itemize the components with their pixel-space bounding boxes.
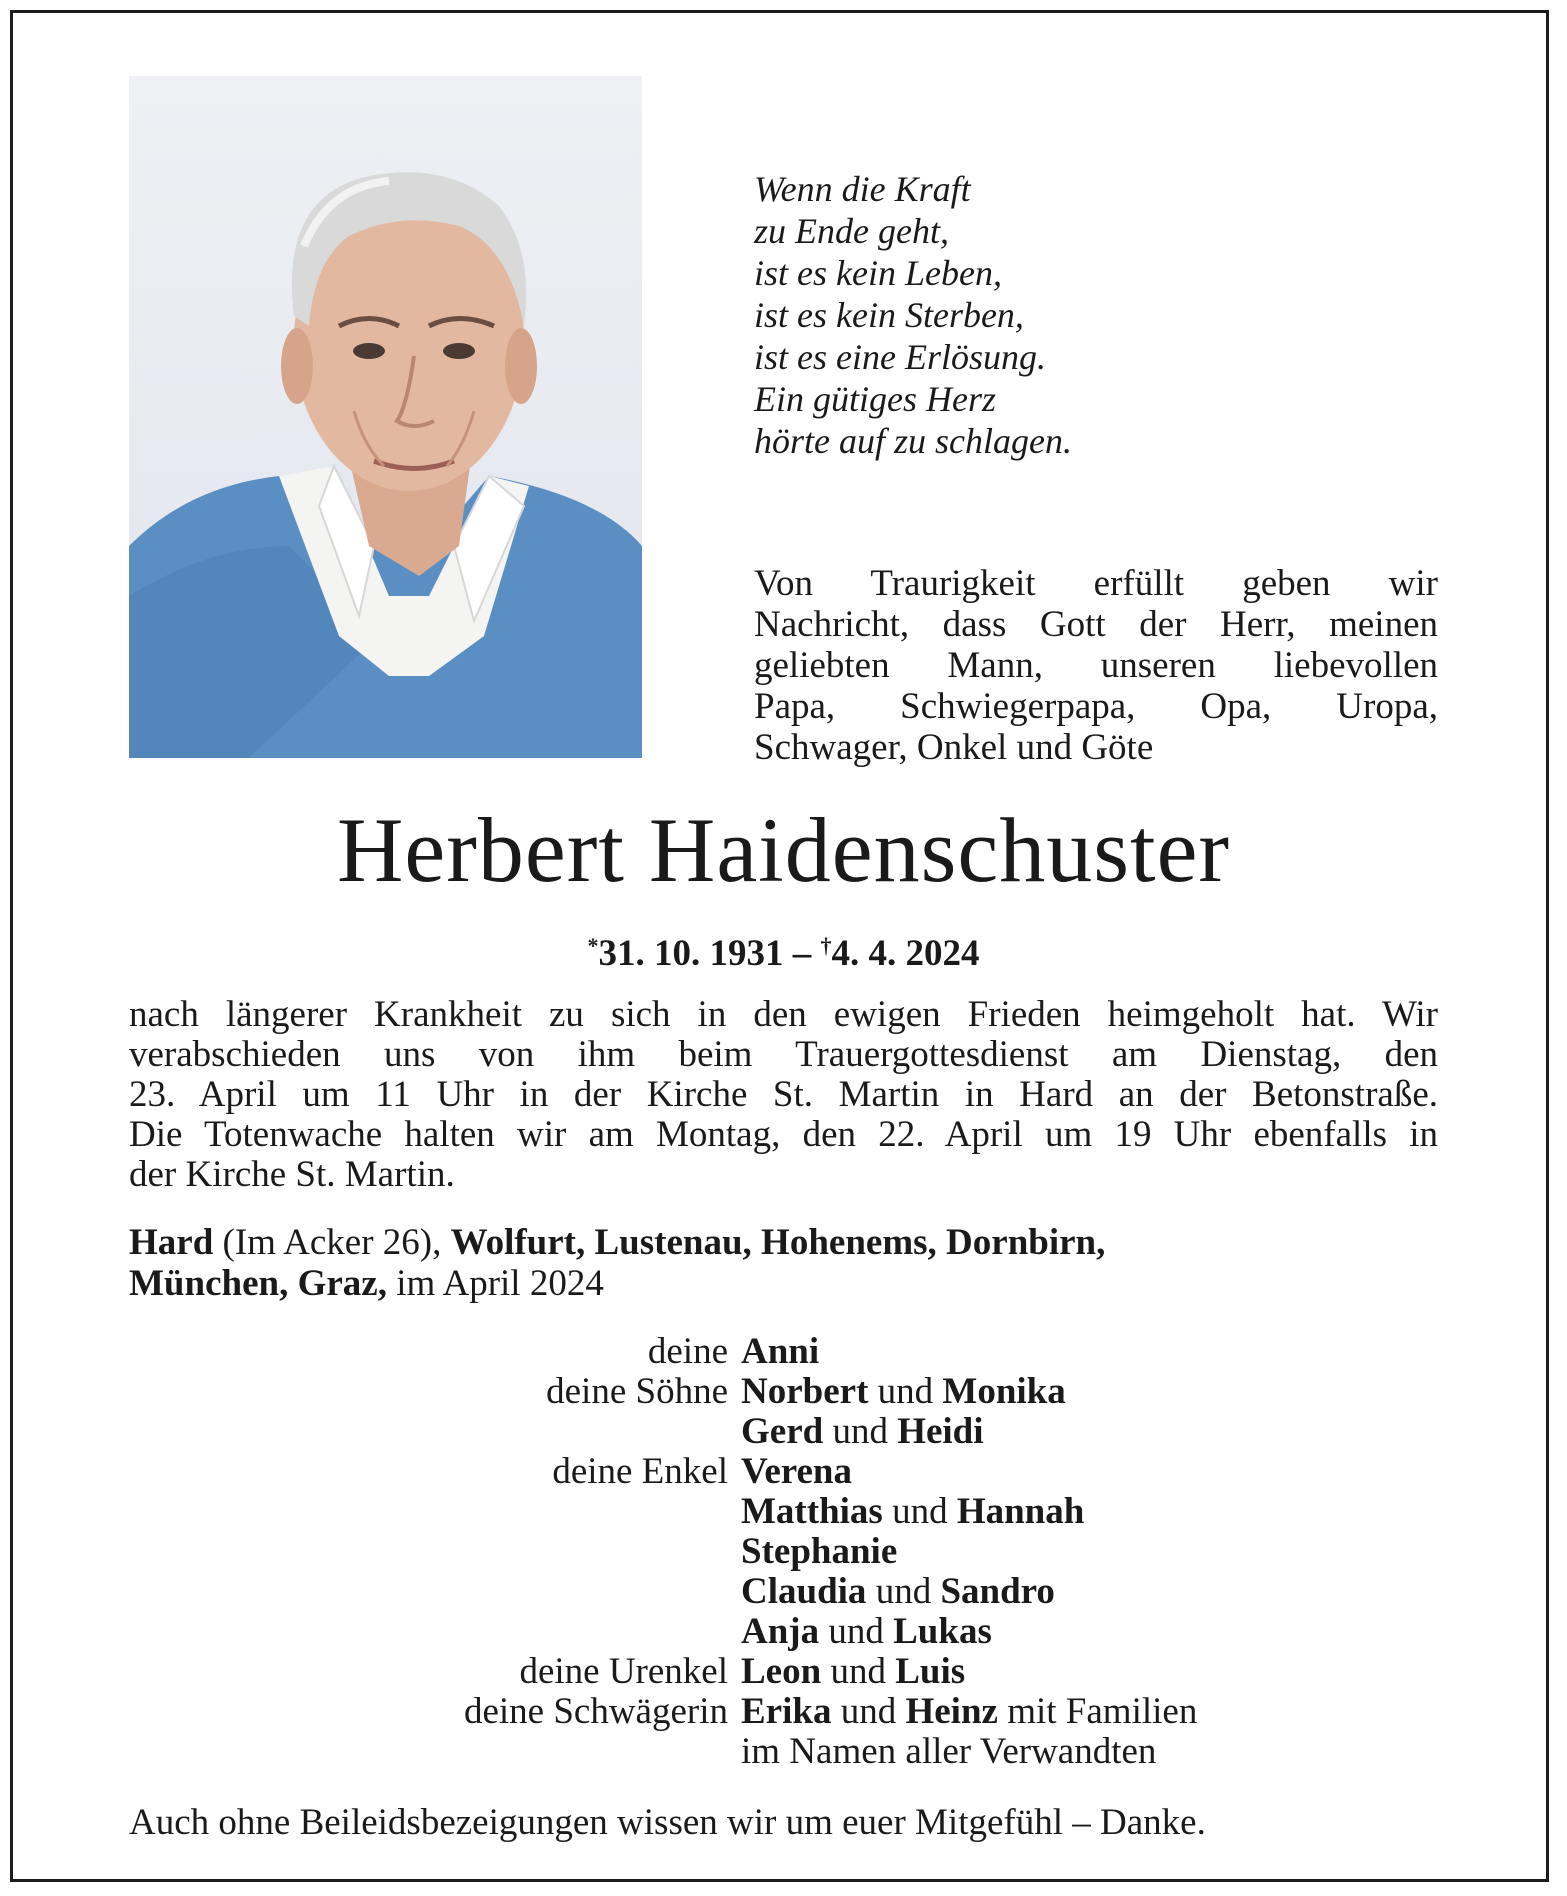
mourner-names xyxy=(741,1572,1055,1612)
places-bold-1: Wolfurt, Lustenau, Hohenems, Dornbirn, xyxy=(450,1222,1106,1263)
intro-paragraph xyxy=(754,563,1438,768)
places-and-date xyxy=(129,1222,1438,1304)
intro-line: geliebten Mann, unseren liebevollen xyxy=(754,645,1438,686)
mourner-row xyxy=(129,1452,1438,1492)
poem-line: Wenn die Kraft xyxy=(754,169,971,209)
mourner-name: Claudia xyxy=(741,1571,867,1612)
mourner-row xyxy=(129,1652,1438,1692)
mourners-list xyxy=(129,1332,1438,1772)
poem-line: ist es kein Leben, xyxy=(754,253,1002,293)
mourner-relation xyxy=(129,1732,741,1772)
mourner-relation: deine xyxy=(647,1331,728,1372)
date-separator: – xyxy=(792,933,812,974)
place-hard: Hard xyxy=(129,1222,214,1263)
poem-line: Ein gütiges Herz xyxy=(754,379,996,419)
mourner-name: Stephanie xyxy=(741,1531,898,1572)
mourner-conjunction: und xyxy=(831,1691,906,1732)
mourner-name: Anni xyxy=(741,1331,820,1372)
mourner-note: mit Familien xyxy=(997,1691,1198,1732)
mourner-names xyxy=(741,1492,1084,1532)
intro-line: Von Traurigkeit erfüllt geben wir xyxy=(754,563,1438,604)
mourner-name: Heidi xyxy=(897,1411,984,1452)
mourner-names xyxy=(741,1332,819,1372)
mourner-relation: deine Schwägerin xyxy=(463,1691,728,1732)
places-line-1 xyxy=(129,1222,1438,1263)
mourner-row xyxy=(129,1732,1438,1772)
body-line: der Kirche St. Martin. xyxy=(129,1154,455,1195)
mourner-name: Anja xyxy=(741,1611,820,1652)
mourner-relation xyxy=(129,1492,741,1532)
places-line-2 xyxy=(129,1263,1438,1304)
birth-date: 31. 10. 1931 xyxy=(598,933,784,974)
portrait-photo xyxy=(129,76,642,758)
mourner-relation xyxy=(129,1572,741,1612)
mourner-conjunction: und xyxy=(868,1371,943,1412)
portrait-illustration xyxy=(129,76,642,758)
mourner-names xyxy=(741,1612,992,1652)
funeral-details xyxy=(129,995,1438,1195)
mourner-relation xyxy=(129,1532,741,1572)
mourner-name: Luis xyxy=(895,1651,966,1692)
places-bold-2: München, Graz, xyxy=(129,1263,387,1304)
mourner-name: Sandro xyxy=(940,1571,1055,1612)
mourner-row xyxy=(129,1372,1438,1412)
mourner-conjunction: und xyxy=(819,1611,894,1652)
mourner-name: Gerd xyxy=(741,1411,824,1452)
mourner-row xyxy=(129,1572,1438,1612)
mourner-relation xyxy=(129,1412,741,1452)
mourner-row xyxy=(129,1692,1438,1732)
mourner-name: Leon xyxy=(741,1651,822,1692)
mourner-names xyxy=(741,1692,1197,1732)
body-line: nach längerer Krankheit zu sich in den ewigen Frieden heimgeholt hat. Wir xyxy=(129,994,1438,1035)
mourner-conjunction: und xyxy=(866,1571,941,1612)
poem-line: hörte auf zu schlagen. xyxy=(754,421,1072,461)
body-line: 23. April um 11 Uhr in der Kirche St. Martin in Hard an der Betonstraße. xyxy=(129,1074,1438,1115)
poem xyxy=(754,168,1072,462)
mourner-name: Heinz xyxy=(905,1691,998,1732)
mourner-name: Monika xyxy=(942,1371,1066,1412)
deceased-name: Herbert Haidenschuster xyxy=(336,799,1231,901)
birth-symbol: * xyxy=(587,933,599,958)
mourner-relation: deine Söhne xyxy=(546,1371,728,1412)
poem-line: zu Ende geht, xyxy=(754,211,949,251)
intro-line: Nachricht, dass Gott der Herr, meinen xyxy=(754,604,1438,645)
mourner-names xyxy=(741,1732,1156,1772)
body-line: verabschieden uns von ihm beim Trauergottesdienst am Dienstag, den xyxy=(129,1034,1438,1075)
life-dates xyxy=(0,924,1567,976)
mourner-row xyxy=(129,1332,1438,1372)
mourner-names xyxy=(741,1452,852,1492)
intro-line: Schwager, Onkel und Göte xyxy=(754,727,1154,768)
body-line: Die Totenwache halten wir am Montag, den 22. April um 19 Uhr ebenfalls in xyxy=(129,1114,1438,1155)
address: (Im Acker 26), xyxy=(213,1222,451,1263)
mourner-name: Erika xyxy=(741,1691,832,1732)
mourner-name: Verena xyxy=(741,1451,852,1492)
mourner-row xyxy=(129,1492,1438,1532)
mourner-names xyxy=(741,1532,897,1572)
mourner-conjunction: und xyxy=(882,1491,957,1532)
mourner-name: Lukas xyxy=(893,1611,992,1652)
poem-line: ist es kein Sterben, xyxy=(754,295,1024,335)
mourner-row xyxy=(129,1412,1438,1452)
date-line: im April 2024 xyxy=(386,1263,604,1304)
mourner-name: Matthias xyxy=(741,1491,883,1532)
mourner-conjunction: und xyxy=(823,1411,898,1452)
death-date: 4. 4. 2024 xyxy=(831,933,980,974)
mourner-relation: deine Enkel xyxy=(552,1451,728,1492)
mourner-names xyxy=(741,1372,1066,1412)
mourner-row xyxy=(129,1532,1438,1572)
mourner-relation: deine Urenkel xyxy=(519,1651,728,1692)
mourner-name: Hannah xyxy=(956,1491,1085,1532)
mourner-note: im Namen aller Verwandten xyxy=(741,1731,1157,1772)
mourner-conjunction: und xyxy=(821,1651,896,1692)
intro-line: Papa, Schwiegerpapa, Opa, Uropa, xyxy=(754,686,1438,727)
mourner-name: Norbert xyxy=(741,1371,869,1412)
mourner-names xyxy=(741,1652,965,1692)
mourner-names xyxy=(741,1412,984,1452)
mourner-row xyxy=(129,1612,1438,1652)
mourner-relation xyxy=(129,1612,741,1652)
closing-line: Auch ohne Beileidsbezeigungen wissen wir um euer Mitgefühl – Danke. xyxy=(129,1802,1206,1843)
death-symbol: † xyxy=(820,933,832,958)
poem-line: ist es eine Erlösung. xyxy=(754,337,1046,377)
